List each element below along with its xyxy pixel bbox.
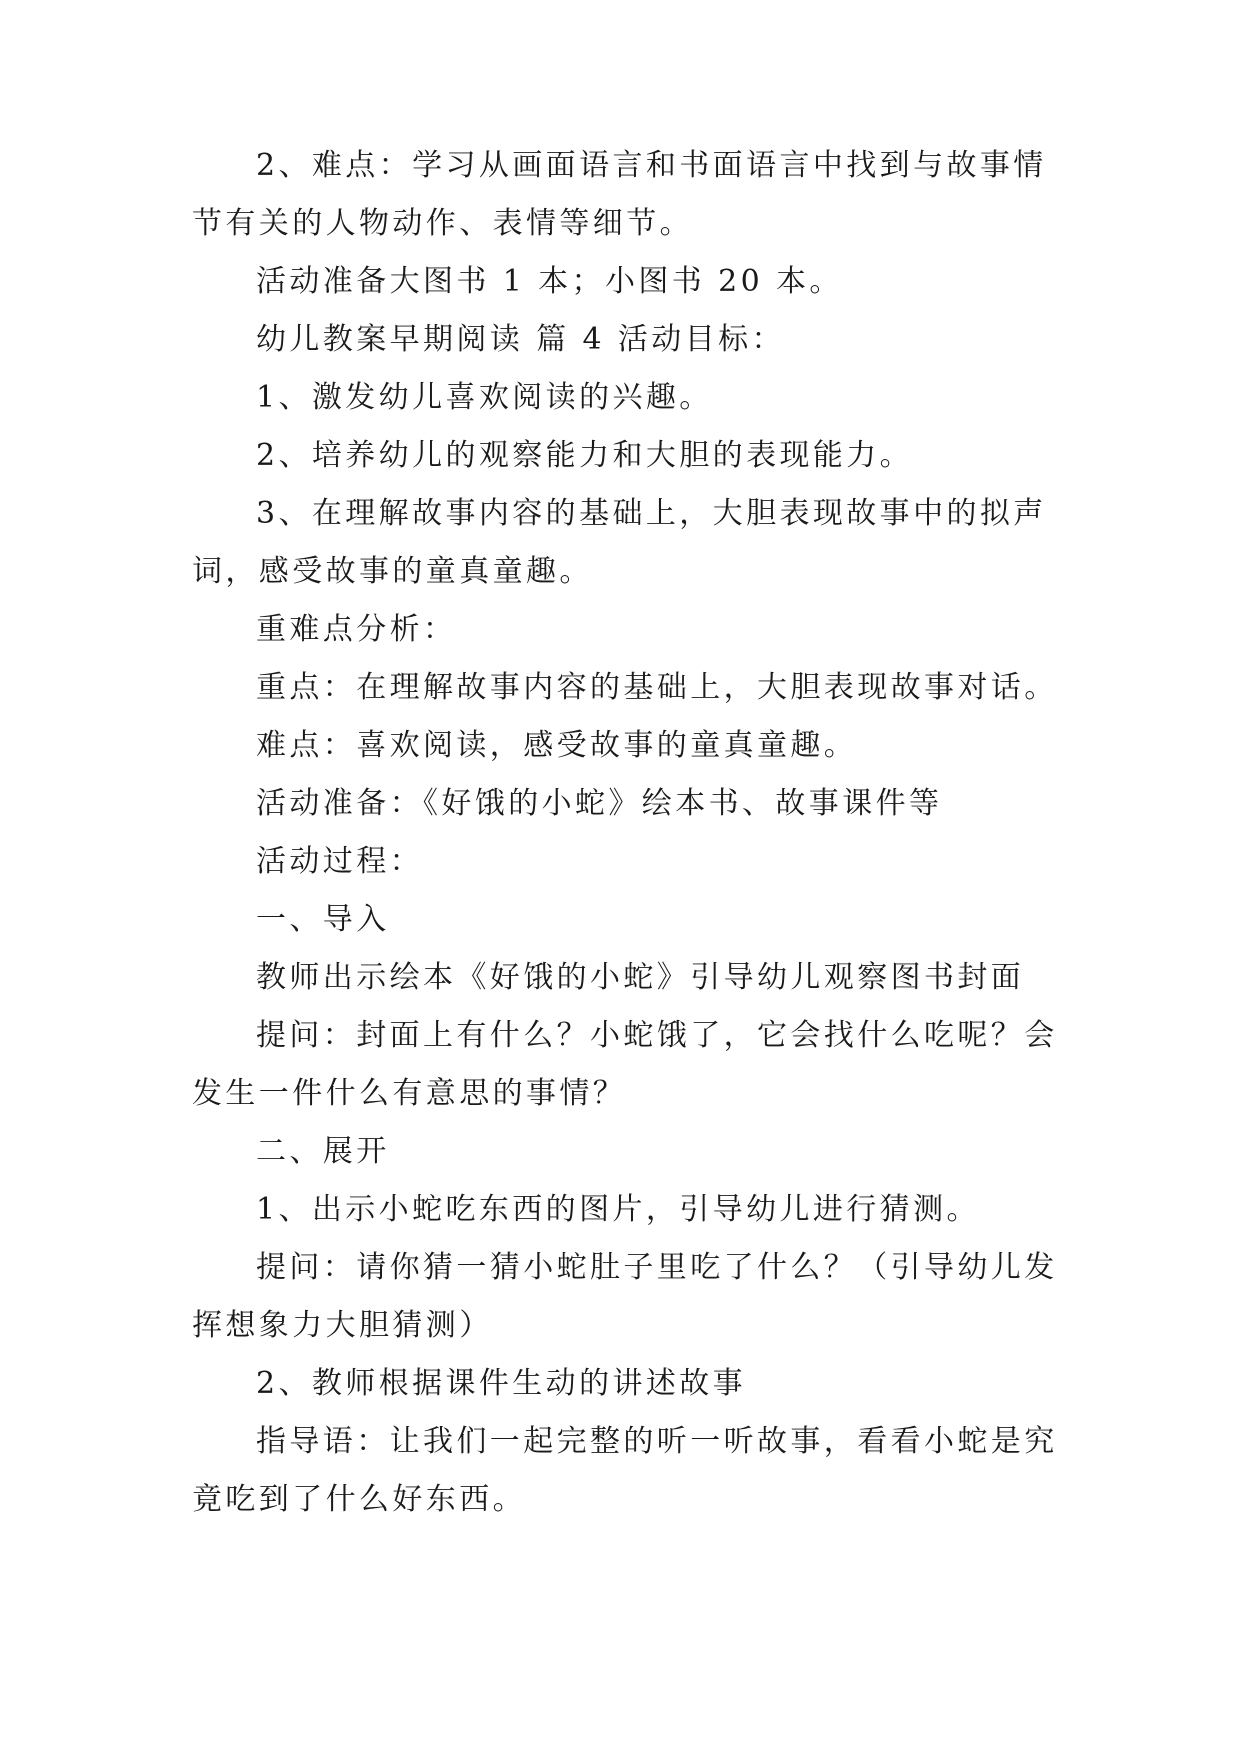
paragraph-line: 二、展开 (256, 1134, 390, 1169)
paragraph-line: 竟吃到了什么好东西。 (192, 1482, 526, 1517)
paragraph-line: 一、导入 (256, 902, 390, 937)
paragraph-line: 2、难点：学习从画面语言和书面语言中找到与故事情 (256, 148, 1047, 183)
paragraph-line: 发生一件什么有意思的事情？ (192, 1076, 627, 1111)
paragraph-line: 词，感受故事的童真童趣。 (192, 554, 593, 589)
paragraph-line: 指导语：让我们一起完整的听一听故事，看看小蛇是究 (256, 1424, 1058, 1459)
list-item: 3、在理解故事内容的基础上，大胆表现故事中的拟声 (256, 496, 1047, 531)
paragraph-line: 节有关的人物动作、表情等细节。 (192, 206, 693, 241)
list-item: 1、激发幼儿喜欢阅读的兴趣。 (256, 380, 713, 415)
paragraph-line: 挥想象力大胆猜测） (192, 1308, 493, 1343)
paragraph-line: 活动准备：《好饿的小蛇》绘本书、故事课件等 (256, 786, 943, 821)
paragraph-line: 难点：喜欢阅读，感受故事的童真童趣。 (256, 728, 858, 763)
list-item: 1、出示小蛇吃东西的图片，引导幼儿进行猜测。 (256, 1192, 980, 1227)
paragraph-line: 重点：在理解故事内容的基础上，大胆表现故事对话。 (256, 670, 1058, 705)
paragraph-line: 提问：封面上有什么？小蛇饿了，它会找什么吃呢？会 (256, 1018, 1058, 1053)
list-item: 2、培养幼儿的观察能力和大胆的表现能力。 (256, 438, 914, 473)
list-item: 2、教师根据课件生动的讲述故事 (256, 1366, 747, 1401)
paragraph-line: 重难点分析： (256, 612, 457, 647)
section-heading: 幼儿教案早期阅读 篇 4 活动目标： (256, 322, 785, 357)
paragraph-line: 活动过程： (256, 844, 423, 879)
paragraph-line: 活动准备大图书 1 本；小图书 20 本。 (256, 264, 843, 299)
paragraph-line: 教师出示绘本《好饿的小蛇》引导幼儿观察图书封面 (256, 960, 1025, 995)
paragraph-line: 提问：请你猜一猜小蛇肚子里吃了什么？（引导幼儿发 (256, 1250, 1058, 1285)
